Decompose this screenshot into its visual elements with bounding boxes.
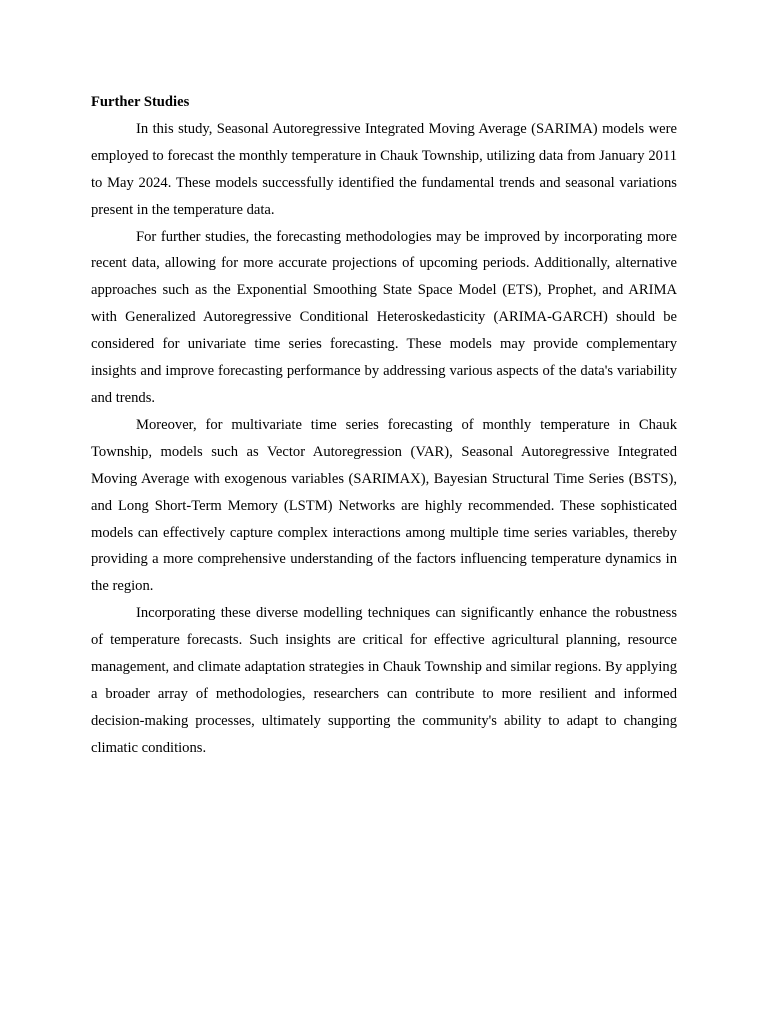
document-body <box>91 89 677 762</box>
paragraph-conclusion: Incorporating these diverse modelling techniques can significantly enhance the robustness of temperature forecasts. Such insights are critical for effective agricultural planning, resource management, and climate adaptation strategies in Chauk Township and similar regions. By applying a broader array of methodologies, researchers can contribute to more resilient and informed decision-making processes, ultimately supporting the community's ability to adapt to changing climatic conditions. <box>91 605 677 756</box>
paragraph-study-summary: In this study, Seasonal Autoregressive Integrated Moving Average (SARIMA) models were employed to forecast the monthly temperature in Chauk Township, utilizing data from January 2011 to May 2024. These models successfully identified the fundamental trends and seasonal variations present in the temperature data. <box>91 120 677 218</box>
section-heading: Further Studies <box>91 94 190 110</box>
paragraph-multivariate-methods: Moreover, for multivariate time series forecasting of monthly temperature in Chauk Township, models such as Vector Autoregression (VAR), Seasonal Autoregressive Integrated Moving Average with exogenous variables (SARIMAX), Bayesian Structural Time Series (BSTS), and Long Short-Term Memory (LSTM) Networks are highly recommended. These sophisticated models can effectively capture complex interactions among multiple time series variables, thereby providing a more comprehensive understanding of the factors influencing temperature dynamics in the region. <box>91 416 677 595</box>
paragraph-univariate-methods: For further studies, the forecasting methodologies may be improved by incorporating more recent data, allowing for more accurate projections of upcoming periods. Additionally, alternative approaches such as the Exponential Smoothing State Space Model (ETS), Prophet, and ARIMA with Generalized Autoregressive Conditional Heteroskedasticity (ARIMA-GARCH) should be considered for univariate time series forecasting. These models may provide complementary insights and improve forecasting performance by addressing various aspects of the data's variability and trends. <box>91 228 677 406</box>
